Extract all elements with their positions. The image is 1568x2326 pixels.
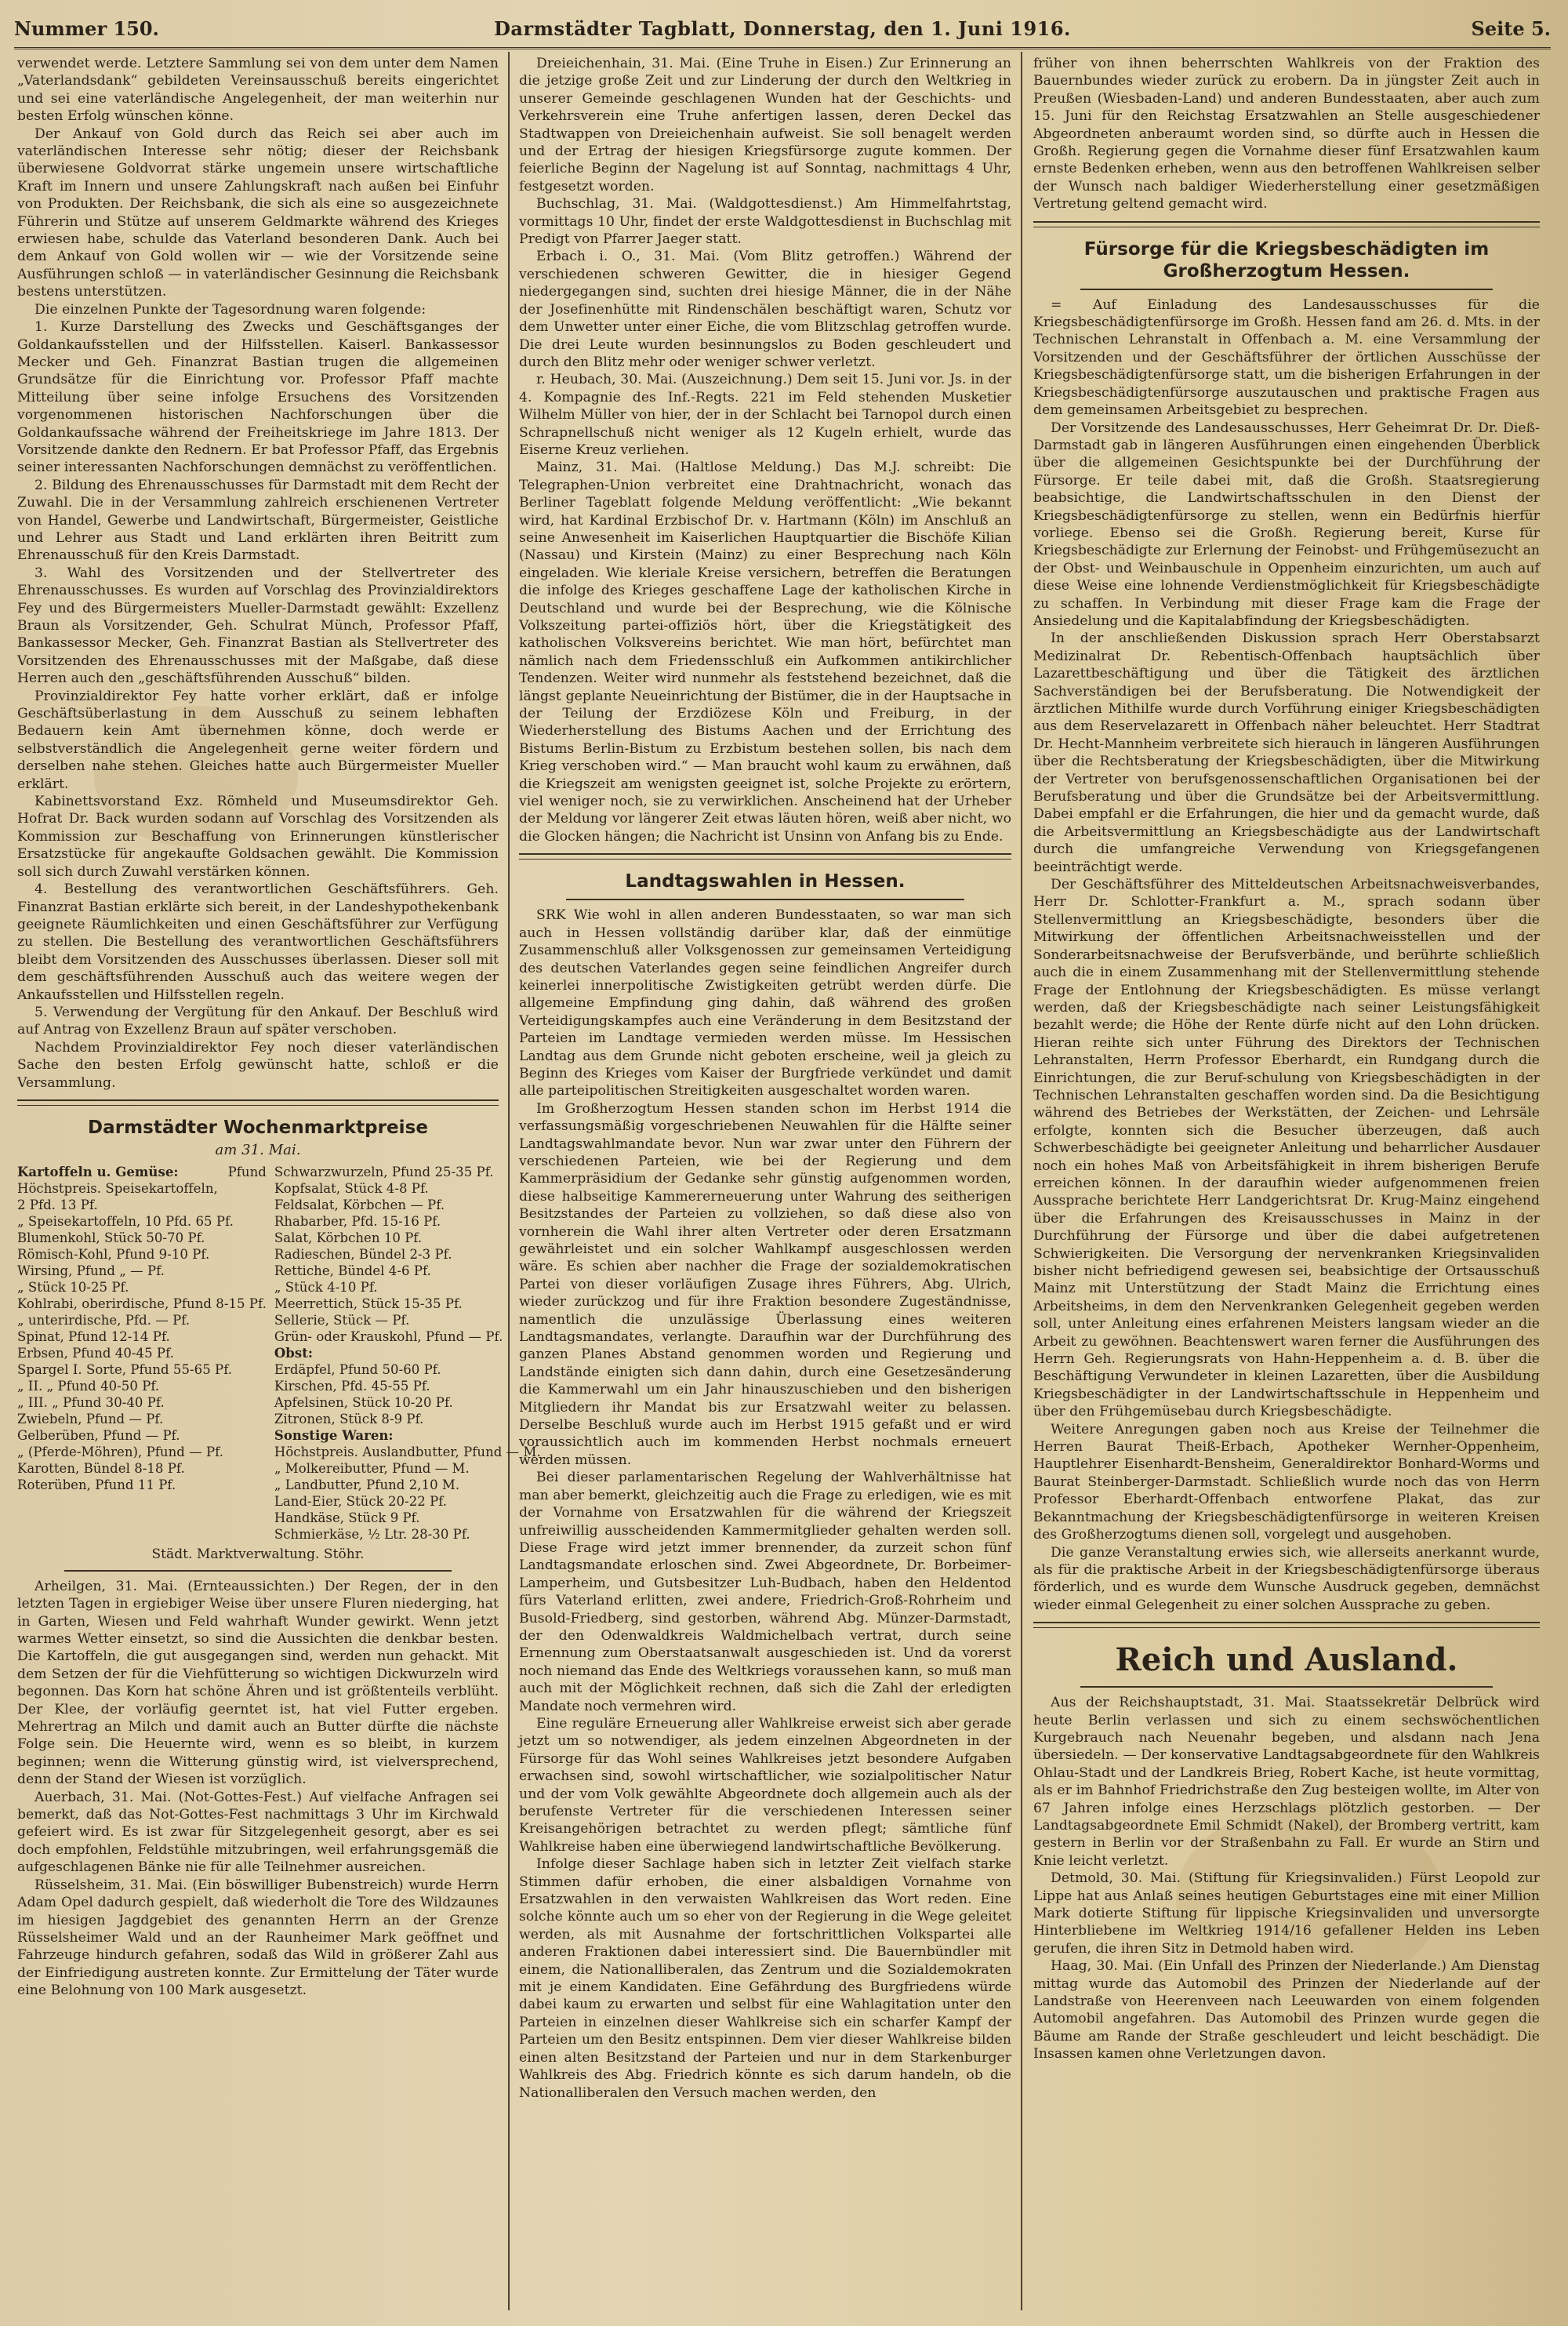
market-price-item: „ Stück 4-10 Pf. bbox=[274, 1280, 378, 1296]
market-price-item: Meerrettich, Stück 15-35 Pf. bbox=[274, 1296, 463, 1312]
market-price-row bbox=[274, 1296, 541, 1312]
separator bbox=[1033, 1622, 1540, 1628]
market-price-row bbox=[274, 1230, 541, 1246]
article-paragraph: Infolge dieser Sachlage haben sich in letzter Zeit vielfach starke Stimmen dafür erhoben, die einer alsbaldigen Vornahme von Ersatzwahlen in den verwaisten Wahlkreisen das Wort reden. Eine solche könnte auch um so eher von der Regierung in die Wege geleitet werden, als mit Ausnahme der fortschrittlichen Volkspartei alle anderen Fraktionen dabei interessiert sind. Die Bauernbündler mit einem, die Nationalliberalen, das Zentrum und die Sozialdemokraten mit je einem Kandidaten. Eine Gefährdung des Burgfriedens würde dabei kaum zu erwarten und selbst für eine Wahlagitation unter den Parteien in einzelnen dieser Wahlkreise sich ein scharfer Kampf der Parteien um den Besitz entspinnen. Dem vier dieser Wahlkreise bilden einen alten Besitzstand der Parteien und nur in dem Starkenburger Wahlkreis des Abg. Friedrich könnte es sich darum handeln, ob die Nationalliberalen den Versuch machen werden, den bbox=[519, 1856, 1011, 2101]
market-price-item: Zwiebeln, Pfund — Pf. bbox=[17, 1412, 164, 1427]
market-price-row bbox=[274, 1378, 541, 1394]
issue-number: Nummer 150. bbox=[14, 17, 159, 40]
separator bbox=[64, 1570, 452, 1572]
market-price-row bbox=[274, 1263, 541, 1279]
article-paragraph: Mainz, 31. Mai. (Haltlose Meldung.) Das M.J. schreibt: Die Telegraphen-Union verbreitet eine Drahtnachricht, wonach das Berliner Tageblatt folgende Meldung veröffentlicht: „Wie bekannt wird, hat Kardinal Erzbischof Dr. v. Hartmann (Köln) im Anschluß an seine Anwesenheit im Kaiserlichen Hauptquartier die Bischöfe Kilian (Nassau) und Kirstein (Mainz) zu einer Besprechung nach Köln eingeladen. Wie kleriale Kreise versichern, betreffen die Beratungen die infolge des Krieges geschaffene Lage der katholischen Kirche in Deutschland und wurde bei der Besprechung, wie die Kölnische Volkszeitung partei-offiziös hört, über die Kriegstätigkeit des katholischen Volksvereins berichtet. Wie man hört, befürchtet man nämlich nach dem Friedensschluß ein Aufkommen antikirchlicher Tendenzen. Weiter wird nunmehr als feststehend bezeichnet, daß die längst geplante Neueinrichtung der Bistümer, die in der Hauptsache in der Teilung der Erzdiözese Köln und Freiburg, in der Wiederherstellung des Bistums Aachen und der Errichtung des Bistums Berlin-Bistum zu Erzbistum bestehen sollen, bis nach dem Krieg verschoben wird.“ — Man braucht wohl kaum zu erwähnen, daß die Kriegszeit am wenigsten geeignet ist, solche Projekte zu erörtern, viel weniger noch, sie zu verwirklichen. Anscheinend hat der Urheber der Meldung vor längerer Zeit etwas läuten hören, weiß aber nicht, wo die Glocken hängen; die Nachricht ist Unsinn von Anfang bis zu Ende. bbox=[519, 460, 1011, 845]
article-paragraph: 2. Bildung des Ehrenausschusses für Darmstadt mit dem Recht der Zuwahl. Die in der Versammlung zahlreich erschienenen Vertreter von Handel, Gewerbe und Landwirtschaft, Bürgermeister, Geistliche und Lehrer aus Stadt und Land erklärten ihren Beitritt zum Ehrenausschuß für den Kreis Darmstadt. bbox=[17, 477, 499, 564]
market-price-row bbox=[17, 1246, 267, 1263]
market-price-item: Erbsen, Pfund 40-45 Pf. bbox=[17, 1346, 174, 1361]
market-price-row bbox=[17, 1345, 267, 1361]
market-price-item: Römisch-Kohl, Pfund 9-10 Pf. bbox=[17, 1247, 210, 1263]
market-price-row bbox=[17, 1460, 267, 1477]
market-price-item: „ (Pferde-Möhren), Pfund — Pf. bbox=[17, 1445, 224, 1460]
article-paragraph: Arheilgen, 31. Mai. (Ernteaussichten.) Der Regen, der in den letzten Tagen in ergiebiger Weise über unsere Fluren niederging, hat in Garten, Wiesen und Feld wahrhaft Wunder gewirkt. Wenn jetzt warmes Wetter einsetzt, so sind die Aussichten die denkbar besten. Die Kartoffeln, die gut ausgegangen sind, werden nun gehackt. Mit dem Setzen der für die Viehfütterung so wichtigen Dickwurzeln wird begonnen. Das Korn hat schöne Ähren und ist größtenteils verblüht. Der Klee, der vorläufig geerntet ist, hat viel Futter ergeben. Mehrertrag an Milch und damit auch an Butter dürfte die nächste Folge sein. Die Heuernte wird, wenn es so bleibt, in kurzem beginnen; wenn die Witterung günstig wird, ist vielversprechend, denn der Stand der Wiesen ist vorzüglich. bbox=[17, 1578, 499, 1788]
page-header bbox=[14, 9, 1551, 49]
article-paragraph: Bei dieser parlamentarischen Regelung der Wahlverhältnisse hat man aber bemerkt, gleichzeitig auch die Frage zu erledigen, wie es mit der Vornahme von Ersatzwahlen für die während der Kriegszeit unfreiwillig ausscheidenden Kammermitglieder gehalten werden soll. Diese Frage wird jetzt immer brennender, da zurzeit schon fünf Landtagsmandate erloschen sind. Zwei Abgeordnete, Dr. Borbeimer-Lamperheim, und Gutsbesitzer Luh-Budbach, haben den Heldentod fürs Vaterland erlitten, zwei andere, Friedrich-Groß-Rohrheim und Busold-Friedberg, sind gestorben, während Abg. Münzer-Darmstadt, der den Odenwaldkreis Waldmichelbach vertrat, durch seine Ernennung zum Oberstaatsanwalt ausgeschieden ist. Und da vorerst noch niemand das Ende des Weltkriegs voraussehen kann, so muß man auch mit der Möglichkeit rechnen, daß sich die Zahl der erledigten Mandate noch vermehren wird. bbox=[519, 1470, 1011, 1714]
masthead: Darmstädter Tagblatt, Donnerstag, den 1. Juni 1916. bbox=[494, 17, 1071, 40]
article-paragraph: Der Geschäftsführer des Mitteldeutschen Arbeitsnachweisverbandes, Herr Dr. Schlotter-Frankfurt a. M., sprach sodann über Stellenvermittlung an Kriegsbeschädigte, besonders über die Mitwirkung der öffentlichen Arbeitsnachweisstellen und der Sonderarbeitsnachweise der Berufsverbände, und berührte schließlich auch die in einem Zusammenhang mit der Stellenvermittlung stehende Frage der Entlohnung der Kriegsbeschädigten. Es müsse verlangt werden, daß der Kriegsbeschädigte nach seiner Leistungsfähigkeit bezahlt werde; die Höhe der Rente dürfe nicht auf den Lohn drücken. Hieran reihte sich unter Führung des Direktors der Technischen Lehranstalten, Herrn Professor Eberhardt, ein Rundgang durch die Einrichtungen, die zur Beruf-schulung von Kriegsbeschädigten in der Technischen Lehranstalten geschaffen worden sind. Da die Besichtigung während des Betriebes der Werkstätten, der Zeichen- und Lehrsäle erfolgte, konnten sich die Besucher überzeugen, daß auch Schwerbeschädigte bei geeigneter Anleitung und beharrlicher Ausdauer noch ein hohes Maß von Arbeitsfähigkeit in ihrem bisherigen Berufe erreichen können. In der daraufhin wieder aufgenommenen freien Aussprache berichtete Herr Landgerichtsrat Dr. Krug-Mainz eingehend über die Erfahrungen des Kreisausschusses in Mainz in der Durchführung der Fürsorge und über die dabei aufgetretenen Schwierigkeiten. Die Versorgung der nervenkranken Kriegsinvaliden bisher nicht befriedigend gewesen sei, beabsichtige der Ortsausschuß Mainz mit Unterstützung der Stadt Mainz die Errichtung eines Arbeitsheims, in dem den Nervenkranken Gelegenheit gegeben werden soll, unter Anleitung eines erfahrenen Meisters langsam wieder an die Arbeit zu gewöhnen. Beachtenswert waren ferner die Ausführungen des Herrn Geh. Regierungsrats von Hahn-Heppenheim a. d. B. über die Beschäftigung Verwundeter in kleinen Lazaretten, über die Ausbildung Kriegsbeschädigter in der Landwirtschaftsschule in Heppenheim und über den Frühgemüsebau durch Kriegsbeschädigte. bbox=[1033, 877, 1540, 1420]
market-price-row bbox=[274, 1213, 541, 1230]
market-price-item: Kohlrabi, oberirdische, Pfund 8-15 Pf. bbox=[17, 1296, 267, 1312]
market-price-item: Kirschen, Pfd. 45-55 Pf. bbox=[274, 1379, 430, 1394]
article-paragraph: Der Vorsitzende des Landesausschusses, Herr Geheimrat Dr. Dr. Dieß-Darmstadt gab in längeren Ausführungen einen eingehenden Überblick über die allgemeinen Gesichtspunkte bei der Durchführung der Fürsorge. Er teile dabei mit, daß die Großh. Staatsregierung beabsichtige, die Landwirtschaftsschulen in den Dienst der Kriegsbeschädigtenfürsorge zu stellen, wenn ein Bedürfnis hierfür vorliege. Ebenso sei die Großh. Regierung bereit, Kurse für Kriegsbeschädigte zur Erlernung der Feinobst- und Frühgemüsezucht an der Obst- und Weinbauschule in Oppenheim einzurichten, um auch auf diese Weise eine lohnende Verdienstmöglichkeit für Kriegsbeschädigte zu schaffen. In Verbindung mit dieser Frage kam die Frage der Ansiedelung und die Kapitalabfindung der Kriegsbeschädigten. bbox=[1033, 420, 1540, 629]
article-paragraph: verwendet werde. Letztere Sammlung sei von dem unter dem Namen „Vaterlandsdank“ gebildeten Vereinsausschuß bereits eingerichtet und sei eine vaterländische Angelegenheit, der man weiterhin nur besten Erfolg wünschen könne. bbox=[17, 56, 499, 125]
market-price-row bbox=[17, 1164, 267, 1180]
market-price-row bbox=[17, 1394, 267, 1411]
market-price-row bbox=[274, 1427, 541, 1444]
separator bbox=[17, 1099, 499, 1106]
market-price-row bbox=[17, 1296, 267, 1312]
market-price-item: Höchstpreis. Auslandbutter, Pfund — M. bbox=[274, 1445, 541, 1460]
column-rule bbox=[1021, 52, 1022, 2310]
section-title-fuersorge: Fürsorge für die Kriegsbeschädigten im Großherzogtum Hessen. bbox=[1083, 238, 1490, 282]
market-price-item: „ unterirdische, Pfd. — Pf. bbox=[17, 1313, 191, 1328]
market-list-right bbox=[274, 1164, 541, 1543]
market-price-item: Schmierkäse, ½ Ltr. 28-30 Pf. bbox=[274, 1527, 470, 1543]
market-price-row bbox=[274, 1180, 541, 1197]
market-price-row bbox=[274, 1526, 541, 1543]
article-paragraph: SRK Wie wohl in allen anderen Bundesstaaten, so war man sich auch in Hessen vollständig darüber klar, daß der einmütige Zusammenschluß aller Volksgenossen zur gemeinsamen Verteidigung des deutschen Vaterlandes gegen seine feindlichen Angreifer durch keinerlei innerpolitische Zwistigkeiten getrübt werden dürfe. Die allgemeine Empfindung ging dahin, daß während des großen Verteidigungskampfes auch eine Veränderung in dem Besitzstand der Parteien im Landtage vermieden werden müsse. Im Hessischen Landtag aus dem Grunde nicht geboten erscheine, weil ja gleich zu Beginn des Krieges vom Kaiser der Burgfriede verkündet und damit alle parteipolitischen Streitigkeiten ausgeschaltet worden waren. bbox=[519, 907, 1011, 1099]
page-number: Seite 5. bbox=[1471, 17, 1551, 40]
market-price-row bbox=[274, 1510, 541, 1526]
market-price-row bbox=[17, 1180, 267, 1197]
article-paragraph: Weitere Anregungen gaben noch aus Kreise der Teilnehmer die Herren Baurat Theiß-Erbach, Apotheker Wernher-Oppenheim, Hauptlehrer Eisenhardt-Bensheim, Generaldirektor Bonhard-Worms und Baurat Steinberger-Darmstadt. Schließlich wurde noch das von Herrn Professor Eberhardt-Offenbach entworfene Plakat, das zur Bekanntmachung der Kriegsbeschädigtenfürsorge in weiteren Kreisen des Großherzogtums dienen soll, vorgelegt und ausgehoben. bbox=[1033, 1421, 1540, 1543]
market-price-row bbox=[274, 1493, 541, 1510]
separator bbox=[519, 853, 1011, 860]
article-paragraph: Nachdem Provinzialdirektor Fey noch dieser vaterländischen Sache den besten Erfolg gewünscht hatte, schloß er die Versammlung. bbox=[17, 1039, 499, 1091]
market-price-list bbox=[17, 1164, 541, 1543]
market-price-row bbox=[274, 1460, 541, 1477]
market-title: Darmstädter Wochenmarktpreise bbox=[87, 1117, 428, 1138]
article-paragraph: Eine reguläre Erneuerung aller Wahlkreise erweist sich aber gerade jetzt um so notwendiger, als jedem einzelnen Abgeordneten in der Fürsorge für das Wohl seines Wahlkreises jetzt besondere Aufgaben erwachsen sind, sowohl wirtschaftlicher, wie sozialpolitischer Natur und der vom Volk gewählte Abgeordnete doch allgemein auch als der berufenste Vertreter für die verschiedenen Interessen seiner Kreisangehörigen betrachtet zu werden pflegt; sämtliche fünf Wahlkreise haben eine überwiegend landwirtschaftliche Bevölkerung. bbox=[519, 1715, 1011, 1855]
market-price-item: Rettiche, Bündel 4-6 Pf. bbox=[274, 1263, 431, 1279]
market-price-item: Land-Eier, Stück 20-22 Pf. bbox=[274, 1494, 448, 1510]
market-price-row bbox=[274, 1345, 541, 1361]
market-price-item: Rhabarber, Pfd. 15-16 Pf. bbox=[274, 1214, 441, 1230]
market-price-item: „ Molkereibutter, Pfund — M. bbox=[274, 1461, 470, 1477]
section-title-reich-und-ausland: Reich und Ausland. bbox=[1115, 1641, 1458, 1679]
market-price-row bbox=[17, 1197, 267, 1213]
market-price-row bbox=[17, 1230, 267, 1246]
market-price-item: „ II. „ Pfund 40-50 Pf. bbox=[17, 1379, 160, 1394]
market-price-row bbox=[17, 1263, 267, 1279]
article-paragraph: 4. Bestellung des verantwortlichen Geschäftsführers. Geh. Finanzrat Bastian erklärte sich bereit, in der Landeshypothekenbank geeignete Räumlichkeiten und einen Geschäftsführer zur Verfügung zu stellen. Die Bestellung des verantwortlichen Geschäftsführers bleibt dem Vorsitzenden des Ausschusses überlassen. Dieser soll mit dem geschäftsführenden Ausschuß auch das weitere wegen der Ankaufsstellen und Hilfsstellen regeln. bbox=[17, 881, 499, 1003]
market-price-item: Kopfsalat, Stück 4-8 Pf. bbox=[274, 1181, 429, 1197]
separator bbox=[1080, 289, 1493, 290]
market-date: am 31. Mai. bbox=[215, 1141, 301, 1158]
market-price-row bbox=[17, 1312, 267, 1328]
market-price-row bbox=[17, 1213, 267, 1230]
section-title-landtagswahlen: Landtagswahlen in Hessen. bbox=[625, 871, 906, 892]
market-price-row bbox=[274, 1312, 541, 1328]
market-list-left bbox=[17, 1164, 267, 1543]
article-paragraph: r. Heubach, 30. Mai. (Auszeichnung.) Dem seit 15. Juni vor. Js. in der 4. Kompagnie des Inf.-Regts. 221 im Feld stehenden Musketier Wilhelm Müller von hier, der in der Schlacht bei Tarnopol durch einen Schrapnellschuß nicht weniger als 12 Kugeln erhielt, wurde das Eiserne Kreuz verliehen. bbox=[519, 372, 1011, 458]
market-price-item: Wirsing, Pfund „ — Pf. bbox=[17, 1263, 165, 1279]
market-price-row bbox=[274, 1246, 541, 1263]
article-paragraph: = Auf Einladung des Landesausschusses für die Kriegsbeschädigtenfürsorge im Großh. Hessen fand am 26. d. Mts. in der Technischen Lehranstalt in Offenbach a. M. eine Versammlung der Vorsitzenden und der Geschäftsführer der örtlichen Ausschüsse der Kriegsbeschädigtenfürsorge statt, um die bisherigen Erfahrungen in der Kriegsbeschädigtenfürsorge auszutauschen und praktische Fragen aus dem gemeinsamen Arbeitsgebiet zu besprechen. bbox=[1033, 296, 1540, 419]
column-2 bbox=[519, 55, 1011, 2313]
market-price-item: Roterüben, Pfund 11 Pf. bbox=[17, 1477, 176, 1493]
market-price-row bbox=[274, 1279, 541, 1296]
article-paragraph: Aus der Reichshauptstadt, 31. Mai. Staatssekretär Delbrück wird heute Berlin verlassen und sich zu einem sechswöchentlichen Kurgebrauch nach Neuenahr begeben, und alsdann nach Jena übersiedeln. — Der konservative Landtagsabgeordnete für den Wahlkreis Ohlau-Stadt und der Landkreis Brieg, Robert Kache, ist heute vormittag, als er im Bahnhof Friedrichstraße den Zug besteigen wollte, im Alter von 67 Jahren infolge eines Herzschlags plötzlich gestorben. — Der Landtagsabgeordnete Emil Schmidt (Nakel), der Bromberg vertritt, kam gestern in Berlin vor der Straßenbahn zu Fall. Er wurde an Stirn und Knie leicht verletzt. bbox=[1033, 1695, 1540, 1869]
article-paragraph: Kabinettsvorstand Exz. Römheld und Museumsdirektor Geh. Hofrat Dr. Back wurden sodann auf Vorschlag des Vorsitzenden als Kommission zur Beschaffung von Erinnerungen künstlerischer Ersatzstücke für angekaufte Goldsachen gewählt. Die Kommission soll sich durch Zuwahl verstärken können. bbox=[17, 794, 499, 880]
market-price-item: Blumenkohl, Stück 50-70 Pf. bbox=[17, 1230, 205, 1246]
market-price-row bbox=[274, 1197, 541, 1213]
market-price-item: Karotten, Bündel 8-18 Pf. bbox=[17, 1461, 185, 1477]
article-paragraph: 3. Wahl des Vorsitzenden und der Stellvertreter des Ehrenausschusses. Es wurden auf Vorschlag des Provinzialdirektors Fey und des Bürgermeisters Mueller-Darmstadt gewählt: Exzellenz Braun als Vorsitzender, Geh. Schulrat Münch, Professor Pfaff, Bankassessor Mecker, Geh. Finanzrat Bastian als Stellvertreter des Vorsitzenden des Ehrenausschusses mit der Maßgabe, daß diese Herren auch den „geschäftsführenden Ausschuß“ bilden. bbox=[17, 565, 499, 687]
article-paragraph: Buchschlag, 31. Mai. (Waldgottesdienst.) Am Himmelfahrtstag, vormittags 10 Uhr, findet der erste Waldgottesdienst in Buchschlag mit Predigt von Pfarrer Jaeger statt. bbox=[519, 196, 1011, 248]
market-price-item: Sellerie, Stück — Pf. bbox=[274, 1313, 410, 1328]
market-price-row bbox=[17, 1279, 267, 1296]
market-price-item: Salat, Körbchen 10 Pf. bbox=[274, 1230, 423, 1246]
market-price-row bbox=[274, 1477, 541, 1493]
market-price-item: Kartoffeln u. Gemüse: bbox=[17, 1165, 179, 1180]
market-price-item: Radieschen, Bündel 2-3 Pf. bbox=[274, 1247, 452, 1263]
market-price-row bbox=[17, 1477, 267, 1493]
market-price-row bbox=[17, 1361, 267, 1378]
market-price-item: Schwarzwurzeln, Pfund 25-35 Pf. bbox=[274, 1165, 494, 1180]
market-price-item: „ Speisekartoffeln, 10 Pfd. 65 Pf. bbox=[17, 1214, 234, 1230]
market-price-row bbox=[274, 1164, 541, 1180]
market-price-item: Handkäse, Stück 9 Pf. bbox=[274, 1510, 420, 1526]
separator bbox=[1080, 1686, 1493, 1688]
market-price-item: Grün- oder Krauskohl, Pfund — Pf. bbox=[274, 1329, 503, 1345]
column-1 bbox=[17, 55, 541, 2313]
article-paragraph: Die ganze Veranstaltung erwies sich, wie allerseits anerkannt wurde, als für die praktische Arbeit in der Kriegsbeschädigtenfürsorge überaus förderlich, und es wurde dem Wunsche Ausdruck gegeben, demnächst wieder einmal Gelegenheit zu einer solchen Aussprache zu geben. bbox=[1033, 1544, 1540, 1613]
market-price-item: „ Landbutter, Pfund 2,10 M. bbox=[274, 1477, 460, 1493]
market-price-row bbox=[274, 1411, 541, 1427]
market-price-item: Höchstpreis. Speisekartoffeln, bbox=[17, 1181, 218, 1197]
market-price-item: Feldsalat, Körbchen — Pf. bbox=[274, 1198, 445, 1213]
market-price-item: Spinat, Pfund 12-14 Pf. bbox=[17, 1329, 170, 1345]
separator bbox=[566, 899, 964, 900]
market-price-item: Gelberüben, Pfund — Pf. bbox=[17, 1428, 180, 1444]
market-price-row bbox=[17, 1444, 267, 1460]
market-price-item: Sonstige Waren: bbox=[274, 1428, 394, 1444]
market-price-item: Erdäpfel, Pfund 50-60 Pf. bbox=[274, 1362, 441, 1378]
market-signature: Städt. Marktverwaltung. Stöhr. bbox=[151, 1546, 365, 1563]
article-paragraph: Haag, 30. Mai. (Ein Unfall des Prinzen der Niederlande.) Am Dienstag mittag wurde das Automobil des Prinzen der Niederlande auf der Landstraße von Heerenveen nach Leeuwarden von einem folgenden Automobil angefahren. Das Automobil des Prinzen wurde gegen die Bäume am Rande der Straße geschleudert und leicht beschädigt. Die Insassen kamen ohne Verletzungen davon. bbox=[1033, 1958, 1540, 2063]
market-price-item: „ Stück 10-25 Pf. bbox=[17, 1280, 129, 1296]
market-price-row bbox=[17, 1411, 267, 1427]
article-paragraph: Im Großherzogtum Hessen standen schon im Herbst 1914 die verfassungsmäßig vorgeschriebenen Neuwahlen für die Hälfte seiner Landtagswahlmandate bevor. Nun war zwar unter den Führern der verschiedenen Parteien, wie bei der Regierung und dem Kammerpräsidium der Gedanke sehr günstig aufgenommen worden, diese halbseitige Kammererneuerung unter Wahrung des seitherigen Besitzstandes der Parteien zu vollziehen, so daß diese also von vornherein die Wahl ihrer alten Vertreter oder deren Ersatzmann gewährleistet und ein solcher Wahlkampf ausgeschlossen werden wäre. Es schien aber nachher die Frage der sozialdemokratischen Partei von dieser vorläufigen Zusage ihres Führers, Abg. Ulrich, wieder zurückzog und für ihre Fraktion besondere Zugeständnisse, namentlich die unzulässige Überlassung eines weiteren Landtagsmandates, verlangte. Daraufhin war der Durchführung des ganzen Planes Abstand genommen worden und Regierung und Landstände einigten sich dann dahin, durch eine Gesetzesänderung die Kammerwahl um ein Jahr hinauszuschieben und den bisherigen Mitgliedern ihr Mandat bis zur Ersatzwahl weiter zu belassen. Derselbe Beschluß wurde auch im Herbst 1915 gefaßt und er wird voraussichtlich auch im kommenden Herbst nochmals erneuert werden müssen. bbox=[519, 1100, 1011, 1468]
article-paragraph: Detmold, 30. Mai. (Stiftung für Kriegsinvaliden.) Fürst Leopold zur Lippe hat aus Anlaß seines heutigen Geburtstages eine mit einer Million Mark dotierte Stiftung für lippische Kriegsinvaliden und unversorgte Hinterbliebene im Weltkrieg 1914/16 gefallener Helden ins Leben gerufen, die ihren Sitz in Detmold haben wird. bbox=[1033, 1870, 1540, 1957]
article-paragraph: Erbach i. O., 31. Mai. (Vom Blitz getroffen.) Während der verschiedenen schweren Gewitter, die in hiesiger Gegend niedergegangen sind, suchten drei hiesige Männer, die in der Nähe der Josefinenhütte mit Rindenschälen beschäftigt waren, Schutz vor dem Unwetter unter einer Eiche, die vom Blitzschlag getroffen wurde. Die drei Leute wurden besinnungslos zu Boden geschleudert und durch den Blitz mehr oder weniger schwer verletzt. bbox=[519, 249, 1011, 370]
column-3 bbox=[1033, 55, 1540, 2313]
article-paragraph: Dreieichenhain, 31. Mai. (Eine Truhe in Eisen.) Zur Erinnerung an die jetzige große Zeit und zur Linderung der durch den Weltkrieg in unserer Gemeinde geschlagenen Wunden hat der Geschichts- und Verkehrsverein eine Truhe anfertigen lassen, deren Deckel das Stadtwappen von Dreieichenhain aufweist. Sie soll benagelt werden und der Ertrag der hiesigen Kriegsfürsorge zugute kommen. Der feierliche Beginn der Nagelung ist auf Sonntag, nachmittags 4 Uhr, festgesetzt worden. bbox=[519, 56, 1011, 194]
market-price-row bbox=[17, 1378, 267, 1394]
article-paragraph: Auerbach, 31. Mai. (Not-Gottes-Fest.) Auf vielfache Anfragen sei bemerkt, daß das Not-Gottes-Fest nachmittags 3 Uhr im Kirchwald gefeiert wird. Es ist zwar für Sitzgelegenheit gesorgt, aber es sei doch empfohlen, Feldstühle mitzubringen, weil erfahrungsgemäß die aufgeschlagenen Bänke nie für alle Teilnehmer ausreichen. bbox=[17, 1789, 499, 1876]
market-price-item: Apfelsinen, Stück 10-20 Pf. bbox=[274, 1395, 453, 1411]
market-price-row bbox=[17, 1328, 267, 1345]
article-paragraph: früher von ihnen beherrschten Wahlkreis von der Fraktion des Bauernbundes wieder zurück zu erobern. Da in jüngster Zeit auch in Preußen (Wiesbaden-Land) und anderen Bundesstaaten, aber auch zum 15. Juni für den Reichstag Ersatzwahlen an Stelle ausgeschiedener Abgeordneten anberaumt worden sind, so dürfte auch in Hessen die Großh. Regierung gegen die Vornahme dieser fünf Ersatzwahlen kaum ernste Bedenken erheben, wenn aus den betroffenen Wahlkreisen selber der Wunsch nach baldiger Wiederherstellung einer gesetzmäßigen Vertretung geltend gemacht wird. bbox=[1033, 56, 1540, 213]
market-price-item: Spargel I. Sorte, Pfund 55-65 Pf. bbox=[17, 1362, 233, 1378]
market-price-row bbox=[274, 1361, 541, 1378]
market-price-row bbox=[274, 1444, 541, 1460]
market-price-row bbox=[274, 1328, 541, 1345]
article-paragraph: Der Ankauf von Gold durch das Reich sei aber auch im vaterländischen Interesse sehr nötig; dieser der Reichsbank überwiesene Goldvorrat stärke ungemein unsere wirtschaftliche Kraft im Innern und unsere Zahlungskraft nach außen bei Einfuhr von Produkten. Der Reichsbank, die sich als eine so ausgezeichnete Führerin und Stütze auf unserem Geldmarkte während des Krieges erwiesen habe, schulde das Vaterland besonderen Dank. Auch bei dem Ankauf von Gold wollen wir — wie der Vorsitzende seine Ausführungen schloß — in vaterländischer Gesinnung die Reichsbank bestens unterstützen. bbox=[17, 125, 499, 300]
market-price-item: Obst: bbox=[274, 1346, 314, 1361]
article-paragraph: Die einzelnen Punkte der Tagesordnung waren folgende: bbox=[34, 301, 426, 318]
market-price-item: Zitronen, Stück 8-9 Pf. bbox=[274, 1412, 424, 1427]
article-paragraph: Provinzialdirektor Fey hatte vorher erklärt, daß er infolge Geschäftsüberlastung in dem Ausschuß zu seinem lebhaften Bedauern kein Amt übernehmen könne, doch werde er selbstverständlich die Angelegenheit gerne weiter fördern und derselben nahe stehen. Gleiches hatte auch Bürgermeister Mueller erklärt. bbox=[17, 688, 499, 792]
article-paragraph: Rüsselsheim, 31. Mai. (Ein böswilliger Bubenstreich) wurde Herrn Adam Opel dadurch gespielt, daß wiederholt die Tore des Wildzaunes im hiesigen Jagdgebiet des genannten Herrn an der Grenze Rüsselsheimer Wald und an der Raunheimer Mark geöffnet und Fahrzeuge hindurch gefahren, sodaß das Wild in größerer Zahl aus der Einfriedigung austreten konnte. Zur Ermittelung der Täter wurde eine Belohnung von 100 Mark ausgesetzt. bbox=[17, 1877, 499, 1999]
market-price-row bbox=[17, 1427, 267, 1444]
separator bbox=[1033, 221, 1540, 227]
market-price-item: 2 Pfd. 13 Pf. bbox=[17, 1198, 98, 1213]
market-price-unit: Pfund bbox=[227, 1165, 267, 1180]
article-paragraph: In der anschließenden Diskussion sprach Herr Oberstabsarzt Medizinalrat Dr. Rebentisch-Offenbach hauptsächlich über Lazarettbeschäftigung und über die Tätigkeit des ärztlichen Sachverständigen bei der Berufsberatung. Die Notwendigkeit der ärztlichen Mithilfe wurde durch Vorführung einiger Kriegsbeschädigten aus dem Reservelazarett in Offenbach näher beleuchtet. Herr Stadtrat Dr. Hecht-Mannheim verbreitete sich hierauch in längeren Ausführungen über die Rechtsberatung der Kriegsbeschädigten, über die Mitwirkung der Vertreter von berufsgenossenschaftlichen Organisationen bei der Berufsberatung und über die Grundsätze bei der Arbeitsvermittlung. Dabei empfahl er die Erfahrungen, die hier und da gemacht wurde, daß die Arbeitsvermittlung an Kriegsbeschädigte aus der Landwirtschaft durch die umfangreiche Verwendung von Kriegsgefangenen beeinträchtigt werde. bbox=[1033, 631, 1540, 875]
article-paragraph: 1. Kurze Darstellung des Zwecks und Geschäftsganges der Goldankaufsstellen und der Hilfsstellen. Kaiserl. Bankassessor Mecker und Geh. Finanzrat Bastian trugen die allgemeinen Grundsätze für die Einrichtung vor. Professor Pfaff machte Mitteilung über seine infolge Ersuchens des Vorsitzenden vorgenommenen historischen Nachforschungen über die Goldankaufssache während der Freiheitskriege im Jahre 1813. Der Vorsitzende dankte den Rednern. Er bat Professor Pfaff, das Ergebnis seiner interessanten Nachforschungen demnächst zu veröffentlichen. bbox=[17, 319, 499, 476]
market-price-item: „ III. „ Pfund 30-40 Pf. bbox=[17, 1395, 165, 1411]
market-price-row bbox=[274, 1394, 541, 1411]
article-paragraph: 5. Verwendung der Vergütung für den Ankauf. Der Beschluß wird auf Antrag von Exzellenz Braun auf später verschoben. bbox=[17, 1004, 499, 1038]
